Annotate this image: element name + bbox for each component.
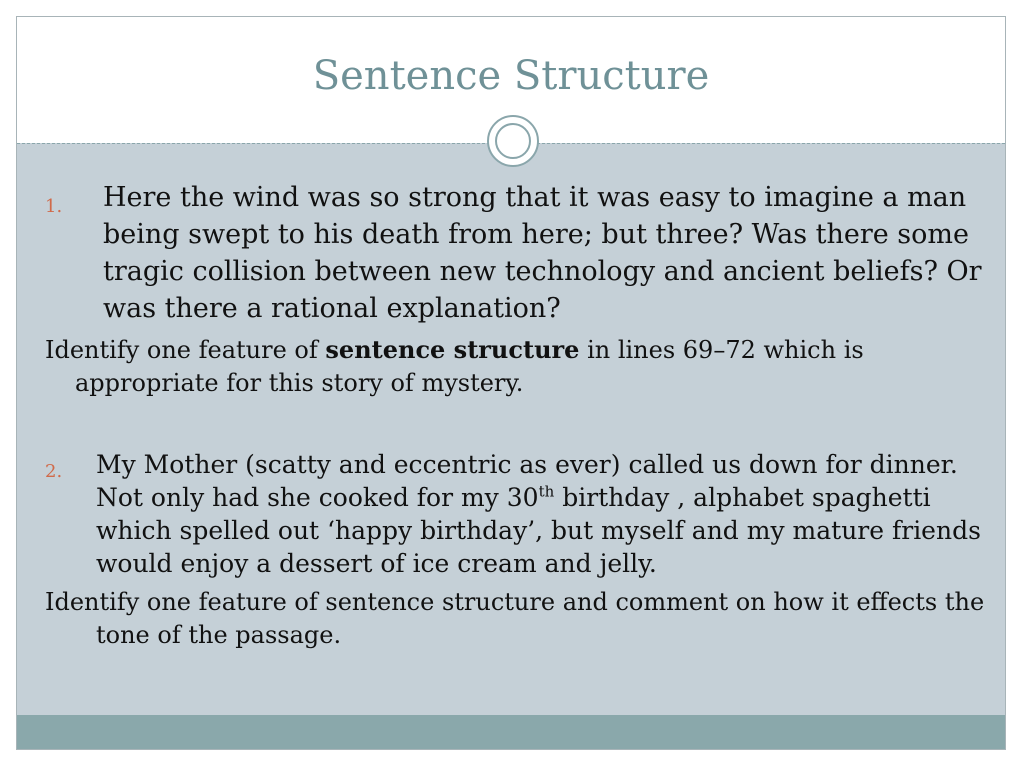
slide-title: Sentence Structure — [312, 53, 710, 99]
list-item-2 — [45, 448, 995, 580]
question-1-text-after: in lines 69–72 which is appropriate for this story of mystery. — [75, 336, 864, 397]
passage-2-text-before: My Mother (scatty and eccentric as ever) called us down for dinner. Not only had she cooked for my 30 — [96, 450, 958, 512]
question-1-text-before: Identify one feature of — [45, 336, 326, 364]
list-number-1: 1. — [45, 196, 63, 217]
list-number-2: 2. — [45, 461, 63, 482]
ordinal-superscript: th — [538, 482, 555, 501]
passage-1-text: Here the wind was so strong that it was easy to imagine a man being swept to his death from here; but three? Was there some tragic collision between new technology and ancient beliefs? Or was there a rational explanation? — [103, 182, 982, 324]
question-1 — [45, 333, 995, 400]
slide — [16, 16, 1006, 750]
question-2: Identify one feature of sentence structure and comment on how it effects the tone of the passage. — [45, 588, 985, 649]
inner-circle-icon — [495, 123, 531, 159]
list-item-1 — [45, 179, 995, 327]
bottom-accent-band — [17, 715, 1005, 749]
passage-2-text-after: birthday , alphabet spaghetti which spelled out ‘happy birthday’, but myself and my mature friends would enjoy a dessert of ice cream and jelly. — [96, 483, 981, 578]
circle-ornament-icon — [487, 115, 539, 167]
question-1-bold-term: sentence structure — [325, 335, 580, 364]
slide-content — [45, 179, 995, 652]
